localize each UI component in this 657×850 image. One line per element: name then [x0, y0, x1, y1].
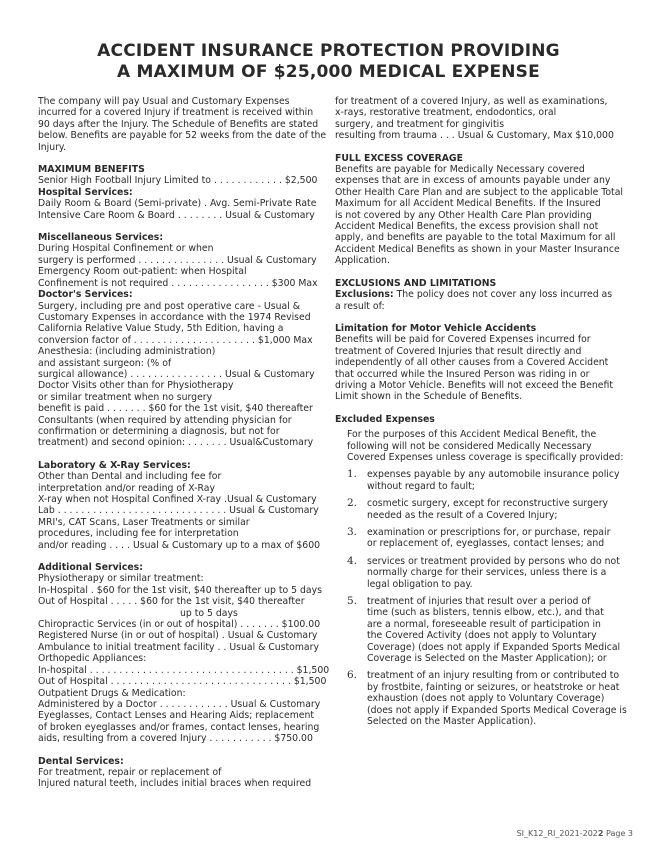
text-line: Physiotherapy or similar treatment:: [38, 573, 204, 585]
list-number: 1.: [347, 468, 358, 481]
section-heading-motor-vehicle: Limitation for Motor Vehicle Accidents: [335, 322, 537, 334]
list-item: [335, 469, 627, 492]
text-line: Lab . . . . . . . . . . . . . . . . . . . . . . . . . . . . . Usual & Customary: [38, 505, 319, 517]
text-line: Application.: [335, 255, 390, 267]
text-line: treatment of injuries that result over a period of: [367, 596, 591, 608]
text-line: up to 5 days: [180, 607, 238, 619]
page-title-line-1: ACCIDENT INSURANCE PROTECTION PROVIDING: [97, 41, 560, 61]
text-line: Senior High Football Injury Limited to . . . . . . . . . . . . $2,500: [38, 175, 318, 187]
text-line: Accident Medical Benefits, the excess provision shall not: [335, 221, 599, 233]
text-line: expenses that are in excess of amounts payable under any: [335, 175, 611, 187]
footer-code: SI_K12_RI_2021-202: [516, 829, 598, 838]
section-heading-dental-services: Dental Services:: [38, 755, 124, 767]
text-line: driving a Motor Vehicle. Benefits will not exceed the Benefit: [335, 379, 613, 391]
text-line: Orthopedic Appliances:: [38, 653, 147, 665]
text-line: Coverage) (does not apply if Expanded Sports Medical: [367, 641, 621, 653]
excluded-intro: [335, 429, 627, 463]
text-line: incurred for a covered Injury if treatment is received within: [38, 107, 314, 119]
text-line: Chiropractic Services (in or out of hospital) . . . . . . . $100.00: [38, 619, 321, 631]
page-footer: [517, 828, 633, 839]
list-item: [335, 670, 627, 727]
text-line: treatment) and second opinion: . . . . . . . Usual&Customary: [38, 437, 314, 449]
text-line: In-Hospital . $60 for the 1st visit, $40 thereafter up to 5 days: [38, 584, 322, 596]
text-line: independently of all other causes from a Covered Accident: [335, 357, 609, 369]
text-line: Registered Nurse (in or out of hospital) . Usual & Customary: [38, 630, 318, 642]
text-line: Benefits will be paid for Covered Expenses incurred for: [335, 334, 591, 346]
footer-code-bold-digit: 2: [597, 829, 604, 838]
text-line: Other than Dental and including fee for: [38, 471, 222, 483]
exclusions-text: The policy does not cover any loss incurred as: [393, 289, 613, 301]
text-line: is not covered by any Other Health Care Plan providing: [335, 209, 592, 221]
text-line: time (such as blisters, tennis elbow, etc.), and that: [367, 607, 604, 619]
text-line: are a normal, foreseeable result of participation in: [367, 618, 601, 630]
text-line: interpretation and/or reading of X-Ray: [38, 482, 215, 494]
left-column: [38, 96, 330, 790]
text-line: needed as the result of a Covered Injury;: [367, 509, 558, 521]
text-line: expenses payable by any automobile insurance policy: [367, 469, 620, 481]
text-line: Out of Hospital . . . . . $60 for the 1st visit, $40 thereafter: [38, 596, 305, 608]
text-line: surgery, and treatment for gingivitis: [335, 118, 505, 130]
text-line: that occurred while the Insured Person was riding in or: [335, 368, 590, 380]
list-item: [335, 498, 627, 521]
text-line: for treatment of a covered Injury, as well as examinations,: [335, 96, 608, 107]
text-line: 90 days after the Injury. The Schedule of Benefits are stated: [38, 118, 319, 130]
text-line: Confinement is not required . . . . . . . . . . . . . . . . . $300 Max: [38, 277, 318, 289]
text-line: below. Benefits are payable for 52 weeks from the date of the: [38, 130, 327, 142]
text-line: Daily Room & Board (Semi-private) . Avg. Semi-Private Rate: [38, 198, 317, 210]
text-line: Ambulance to initial treatment facility . . Usual & Customary: [38, 641, 319, 653]
list-item: [335, 556, 627, 590]
list-number: 2.: [347, 497, 358, 510]
section-heading-additional-services: Additional Services:: [38, 562, 143, 574]
right-column: [335, 96, 627, 734]
list-number: 4.: [347, 554, 358, 567]
text-line: exhaustion (does not apply to Voluntary Coverage): [367, 693, 605, 705]
intro-paragraph: [38, 96, 327, 153]
text-line: procedures, including fee for interpretation: [38, 528, 239, 540]
text-line: Anesthesia: (including administration): [38, 346, 216, 358]
text-line: The company will pay Usual and Customary Expenses: [38, 96, 290, 107]
text-line: Accident Medical Benefits as shown in your Master Insurance: [335, 243, 620, 255]
section-heading-exclusions-limitations: EXCLUSIONS AND LIMITATIONS: [335, 277, 497, 289]
text-line: or replacement of, eyeglasses, contact lenses; and: [367, 538, 605, 550]
text-line: Benefits are payable for Medically Necessary covered: [335, 164, 585, 176]
text-line: of broken eyeglasses and/or frames, contact lenses, hearing: [38, 721, 320, 733]
text-line: X-ray when not Hospital Confined X-ray .Usual & Customary: [38, 494, 317, 505]
list-item: [335, 527, 627, 550]
footer-page-number: Page 3: [603, 829, 633, 838]
text-line: surgery is performed . . . . . . . . . . . . . . . Usual & Customary: [38, 254, 317, 266]
text-line: conversion factor of . . . . . . . . . . . . . . . . . . . . . $1,000 Max: [38, 334, 313, 346]
text-line: and/or reading . . . . Usual & Customary up to a max of $600: [38, 539, 321, 551]
text-line: examination or prescriptions for, or purchase, repair: [367, 527, 611, 538]
text-line: Outpatient Drugs & Medication:: [38, 687, 186, 699]
section-heading-full-excess-coverage: FULL EXCESS COVERAGE: [335, 152, 463, 164]
text-line: Customary Expenses in accordance with the 1974 Revised: [38, 311, 311, 323]
text-line: For treatment, repair or replacement of: [38, 766, 222, 778]
text-line: Injured natural teeth, includes initial braces when required: [38, 778, 312, 790]
text-line: Selected on the Master Application).: [367, 716, 537, 728]
text-line: Intensive Care Room & Board . . . . . . . . Usual & Customary: [38, 209, 315, 221]
text-line: legal obligation to pay.: [367, 578, 473, 590]
text-line: apply, and benefits are payable to the total Maximum for all: [335, 232, 616, 244]
text-line: Injury.: [38, 141, 67, 153]
text-line: confirmation or determining a diagnosis, but not for: [38, 425, 280, 437]
section-heading-hospital-services: Hospital Services:: [38, 186, 133, 198]
text-line: Consultants (when required by attending physician for: [38, 414, 292, 426]
text-line: a result of:: [335, 300, 385, 312]
text-line: x-rays, restorative treatment, endodontics, oral: [335, 107, 557, 119]
text-line: Emergency Room out-patient: when Hospital: [38, 266, 247, 278]
list-number: 3.: [347, 526, 358, 538]
section-heading-laboratory-xray: Laboratory & X-Ray Services:: [38, 459, 191, 471]
text-line: Other Health Care Plan and are subject to the applicable Total: [335, 186, 623, 198]
excluded-list: [335, 469, 627, 727]
text-line: Surgery, including pre and post operative care - Usual &: [38, 300, 300, 312]
exclusions-label: Exclusions:: [335, 289, 394, 301]
text-line: California Relative Value Study, 5th Edition, having a: [38, 323, 284, 335]
text-line: During Hospital Confinement or when: [38, 243, 214, 255]
text-line: Maximum for all Accident Medical Benefits. If the Insured: [335, 198, 601, 210]
text-line: the Covered Activity (does not apply to Voluntary: [367, 630, 597, 642]
text-line: (does not apply if Expanded Sports Medical Coverage is: [367, 704, 627, 716]
text-line: or similar treatment when no surgery: [38, 391, 213, 403]
text-line: Eyeglasses, Contact Lenses and Hearing Aids; replacement: [38, 710, 315, 722]
text-line: Limit shown in the Schedule of Benefits.: [335, 391, 523, 403]
section-heading-excluded-expenses: Excluded Expenses: [335, 413, 435, 425]
text-line: following will not be considered Medically Necessary: [347, 440, 592, 452]
text-line: and assistant surgeon: (% of: [38, 357, 172, 369]
text-line: For the purposes of this Accident Medical Benefit, the: [347, 429, 597, 441]
text-line: Administered by a Doctor . . . . . . . . . . . . Usual & Customary: [38, 698, 321, 710]
text-line: Doctor Visits other than for Physiotherapy: [38, 380, 234, 392]
text-line: aids, resulting from a covered Injury . . . . . . . . . . . $750.00: [38, 733, 313, 745]
text-line: In-hospital . . . . . . . . . . . . . . . . . . . . . . . . . . . . . . . . . . . $1,500: [38, 664, 330, 676]
section-heading-miscellaneous-services: Miscellaneous Services:: [38, 232, 164, 244]
text-line: Out of Hospital . . . . . . . . . . . . . . . . . . . . . . . . . . . . . . . $1,500: [38, 676, 327, 688]
page-title-line-2: A MAXIMUM OF $25,000 MEDICAL EXPENSE: [117, 62, 540, 82]
exclusions-line: [335, 289, 627, 300]
text-line: treatment of Covered Injuries that result directly and: [335, 345, 582, 357]
text-line: Coverage is Selected on the Master Application); or: [367, 653, 607, 665]
text-line: resulting from trauma . . . Usual & Customary, Max $10,000: [335, 130, 614, 142]
section-heading-maximum-benefits: MAXIMUM BENEFITS: [38, 164, 145, 176]
text-line: surgical allowance) . . . . . . . . . . . . . . . . Usual & Customary: [38, 368, 315, 380]
text-line: MRI's, CAT Scans, Laser Treatments or similar: [38, 516, 250, 528]
section-heading-doctors-services: Doctor's Services:: [38, 289, 133, 301]
list-number: 5.: [347, 595, 358, 608]
text-line: by frostbite, fainting or seizures, or heatstroke or heat: [367, 681, 620, 693]
text-line: treatment of an injury resulting from or contributed to: [367, 670, 620, 682]
text-line: Covered Expenses unless coverage is specifically provided:: [347, 451, 624, 463]
list-number: 6.: [347, 669, 358, 682]
text-line: services or treatment provided by persons who do not: [367, 555, 620, 567]
text-line: without regard to fault;: [367, 480, 475, 492]
text-line: benefit is paid . . . . . . . $60 for the 1st visit, $40 thereafter: [38, 403, 313, 415]
list-item: [335, 596, 627, 664]
text-line: cosmetic surgery, except for reconstructive surgery: [367, 498, 609, 510]
text-line: normally charge for their services, unless there is a: [367, 567, 607, 579]
